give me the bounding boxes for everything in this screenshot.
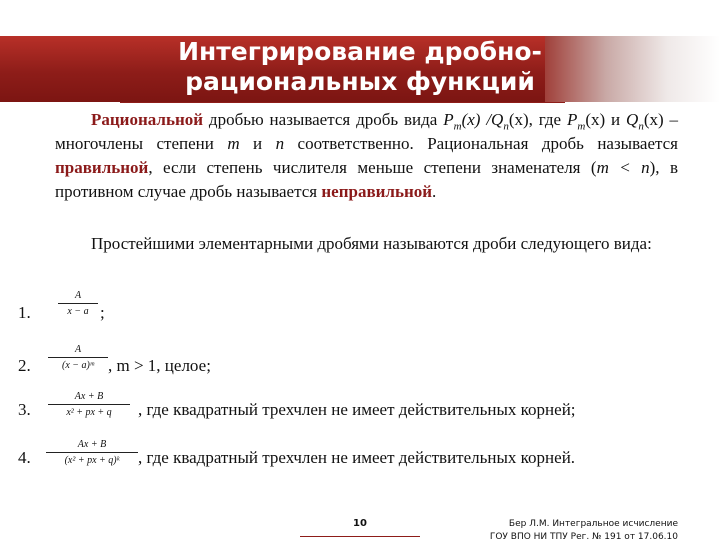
credit-line: ГОУ ВПО НИ ТПУ Рег. № 191 от 17.06.10 [489, 532, 678, 542]
term-proper: правильной [55, 158, 149, 177]
item-number: 3. [18, 400, 31, 419]
def-text: , если степень числителя меньше степени знаменателя ( [148, 158, 597, 177]
slide-title-line2: рациональных функций [185, 67, 535, 96]
fraction-3 [48, 390, 130, 419]
fraction-numerator: A [74, 344, 82, 355]
def-text: соответственно. Рациональная дробь называется [284, 134, 679, 153]
intro-paragraph [55, 232, 678, 256]
definition-paragraph [55, 108, 678, 204]
item-suffix: , где квадратный трехчлен не имеет действительных корней; [138, 400, 576, 419]
footer-credit [430, 518, 678, 544]
page-number-underline [300, 536, 420, 537]
def-text: (x) и [585, 110, 627, 129]
def-text: (x) – многочлены степени [55, 110, 679, 153]
def-text: m [577, 120, 586, 133]
fraction-denominator: (x² + px + q)ᵏ [64, 455, 120, 466]
page-number: 10 [353, 518, 367, 529]
def-text: (x), где [508, 110, 562, 129]
intro-text: Простейшими элементарными дробями называются дроби следующего вида: [91, 234, 652, 253]
fraction-numerator: Ax + B [77, 439, 107, 450]
item-number: 2. [18, 356, 31, 375]
fraction-line [58, 303, 98, 304]
item-suffix: , где квадратный трехчлен не имеет действительных корней. [138, 448, 576, 467]
def-text: дробью называется дробь вида [203, 110, 444, 129]
fraction-line [48, 404, 130, 405]
def-text: P [443, 110, 454, 129]
fraction-denominator: (x − a)ᵐ [61, 360, 95, 371]
item-number: 1. [18, 303, 31, 322]
def-text: и [239, 134, 276, 153]
fraction-denominator: x² + px + q [66, 407, 112, 418]
credit-line: Бер Л.М. Интегральное исчисление [508, 519, 678, 529]
term-rational: Рациональной [91, 110, 204, 129]
term-improper: неправильной [321, 182, 433, 201]
fraction-2 [48, 343, 108, 372]
item-suffix: , m > 1, целое; [108, 356, 211, 375]
fraction-denominator: x − a [67, 306, 89, 317]
def-text: Q [491, 110, 504, 129]
def-text: P [567, 110, 578, 129]
def-text: m [227, 134, 240, 153]
fraction-line [48, 357, 108, 358]
fraction-1 [58, 289, 98, 318]
def-text: n [503, 120, 509, 133]
def-text: m < n [596, 158, 650, 177]
item-suffix: ; [100, 303, 105, 322]
def-text: m [453, 120, 462, 133]
def-text: ), в противном случае дробь называется [55, 158, 678, 201]
def-text: (x) / [461, 110, 492, 129]
slide-title [120, 37, 600, 97]
fraction-4 [46, 438, 138, 467]
def-text: Q [626, 110, 639, 129]
header-divider [120, 102, 565, 103]
fraction-line [46, 452, 138, 453]
def-text: n [275, 134, 285, 153]
fraction-numerator: Ax + B [74, 391, 104, 402]
def-text: . [432, 182, 437, 201]
item-number: 4. [18, 448, 31, 467]
slide-title-line1: Интегрирование дробно- [178, 37, 542, 66]
def-text: n [638, 120, 644, 133]
fraction-numerator: A [74, 290, 82, 301]
